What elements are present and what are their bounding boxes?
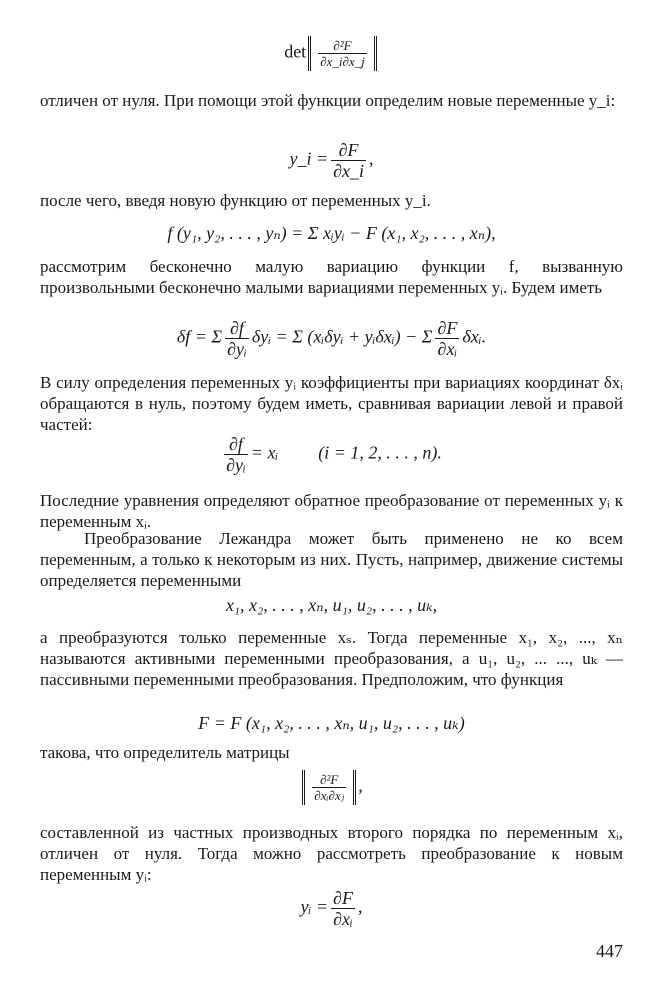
- fraction: $\frac{\text{∂²F}}{\partial x\_i\partial x\_j}$: [320, 38, 365, 69]
- equation-yi-final: yᵢ = $\frac{\partial F}{\text{∂xᵢ}}$ ,: [300, 888, 363, 929]
- det-operator: det: [284, 41, 307, 62]
- equation-variation: δf = Σ $\frac{\partial f}{\text{∂yᵢ}}$ δyᵢ = Σ (xᵢδyᵢ + yᵢδxᵢ) − Σ $\frac{\partial F}{\text{∂xᵢ}}$ δxᵢ.: [176, 318, 487, 359]
- fraction: $\frac{\text{∂²F}}{\text{∂xᵢ∂xⱼ}}$: [314, 772, 345, 803]
- paragraph-9: составленной из частных производных второго порядка по переменным xᵢ, отличен от нуля. Тогда можно рассмотреть преобразование к новым переменным yᵢ:: [40, 823, 623, 884]
- paragraph-4: В силу определения переменных yᵢ коэффициенты при вариациях координат δxᵢ обращаются в нуль, поэтому будем иметь, сравнивая вариации левой и правой частей:: [40, 373, 623, 434]
- equation-F: F = F (x₁, x₂, . . . , xₙ, u₁, u₂, . . . , uₖ): [198, 713, 465, 733]
- paragraph-7: а преобразуются только переменные xₛ. Тогда переменные x₁, x₂, ..., xₙ называются активными переменными преобразования, а u₁, u₂, ... ..., uₖ — пассивными переменными преобразования. Предположим, что функция: [40, 628, 623, 689]
- paragraph-2: после чего, введя новую функцию от переменных y_i.: [40, 191, 431, 210]
- equation-matrix: $\frac{\text{∂²F}}{\text{∂xᵢ∂xⱼ}}$ ,: [0, 770, 663, 805]
- fraction: $\frac{\partial F}{\text{∂xᵢ}}$: [437, 318, 458, 359]
- page-number: 447: [596, 941, 623, 961]
- fraction: $\frac{\partial f}{\text{∂yᵢ}}$: [227, 318, 247, 359]
- paragraph-5: Последние уравнения определяют обратное преобразование от переменных yᵢ к переменным xᵢ.: [40, 491, 623, 531]
- equation-determinant: [0, 36, 663, 71]
- equation-variables: x₁, x₂, . . . , xₙ, u₁, u₂, . . . , uₖ,: [225, 595, 438, 615]
- paragraph-6: Преобразование Лежандра может быть применено не ко всем переменным, а только к некоторым из них. Пусть, например, движение системы определяется переменными: [40, 529, 623, 590]
- paragraph-8: такова, что определитель матрицы: [40, 743, 290, 762]
- double-bars: [302, 770, 356, 805]
- equation-f-definition: f (y₁, y₂, . . . , yₙ) = Σ xᵢyᵢ − F (x₁, x₂, . . . , xₙ),: [167, 223, 496, 243]
- paragraph-3: рассмотрим бесконечно малую вариацию функции f, вызванную произвольными бесконечно малыми вариациями переменных yᵢ. Будем иметь: [40, 257, 623, 297]
- double-bars: [308, 36, 377, 71]
- equation-yi-definition: y_i = $\frac{\partial F}{\partial x\_i}$ ,: [289, 140, 374, 181]
- paragraph-1: отличен от нуля. При помощи этой функции определим новые переменные y_i:: [40, 91, 616, 110]
- fraction: $\frac{\partial F}{\text{∂xᵢ}}$: [333, 888, 353, 929]
- fraction: $\frac{\partial F}{\partial x\_i}$: [333, 140, 365, 181]
- equation-inverse: $\frac{\partial f}{\text{∂yᵢ}}$ = xᵢ (i = 1, 2, . . . , n).: [226, 434, 442, 475]
- fraction: $\frac{\partial f}{\text{∂yᵢ}}$: [226, 434, 246, 475]
